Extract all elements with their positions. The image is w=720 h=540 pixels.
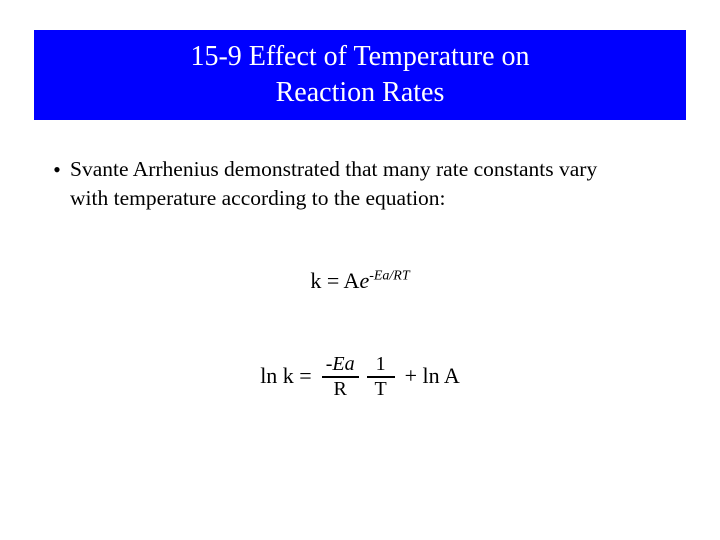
bullet-list (44, 155, 654, 213)
fraction-numerator-one: 1 (375, 353, 386, 375)
title-banner (34, 30, 686, 120)
fraction-ea-over-r (322, 353, 359, 400)
equation-arrhenius-lhs: k = (310, 268, 344, 293)
fraction-one-over-t (367, 353, 395, 400)
equation-arrhenius (0, 268, 720, 294)
title-line-2: Reaction Rates (275, 77, 445, 108)
equation-log-form (0, 352, 720, 399)
fraction-numerator-ea: -Ea (325, 353, 355, 375)
equation-arrhenius-exponent: -Ea/RT (369, 268, 410, 284)
equation-arrhenius-A: A (343, 268, 360, 293)
bullet-marker-icon: • (53, 157, 61, 182)
equation-log-tail: + ln A (404, 362, 460, 388)
fraction-denominator-t: T (374, 378, 387, 400)
equation-log-lhs: ln k = (260, 362, 312, 388)
list-item (44, 155, 654, 213)
title-line-1: 15-9 Effect of Temperature on (190, 41, 530, 72)
equation-arrhenius-e: e (359, 268, 370, 293)
bullet-text: Svante Arrhenius demonstrated that many rate constants vary with temperature according to the equation: (70, 157, 598, 210)
fraction-denominator-r: R (333, 378, 347, 400)
